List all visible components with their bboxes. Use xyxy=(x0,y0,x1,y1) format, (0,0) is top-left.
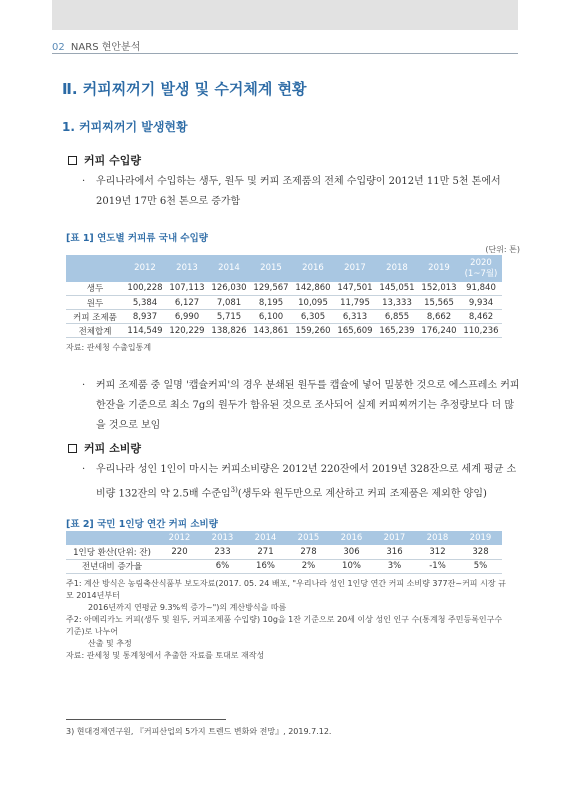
table2-year: 2016 xyxy=(330,531,373,545)
bullet-consumption-text xyxy=(82,460,522,504)
table2-header-row xyxy=(66,531,502,545)
table-row xyxy=(66,559,502,573)
table-cell: 165,609 xyxy=(334,324,376,338)
table2-source: 자료: 관세청 및 통계청에서 추출한 자료를 토대로 재작성 xyxy=(66,651,265,660)
bullet-capsule xyxy=(82,376,522,436)
subhead-consumption xyxy=(68,440,141,456)
table1-year: 2019 xyxy=(418,256,460,282)
table2-caption: [표 2] 국민 1인당 연간 커피 소비량 xyxy=(66,519,218,530)
row-label: 원두 xyxy=(66,296,124,310)
table-cell: 6,313 xyxy=(334,310,376,324)
page-number: 02 xyxy=(52,42,65,53)
table1-source: 자료: 관세청 수출입통계 xyxy=(66,343,152,352)
table-cell: 312 xyxy=(416,545,459,559)
running-header xyxy=(52,38,140,53)
table1-year: 2013 xyxy=(166,256,208,282)
dot-icon: · xyxy=(82,176,86,187)
subhead-import xyxy=(68,152,141,168)
table-cell: 11,795 xyxy=(334,296,376,310)
table-cell: 114,549 xyxy=(124,324,166,338)
row-label: 전체합계 xyxy=(66,324,124,338)
table-cell: 145,051 xyxy=(376,282,418,296)
bullet-import xyxy=(82,172,522,212)
dot-icon: · xyxy=(82,464,86,475)
table-cell: 306 xyxy=(330,545,373,559)
table2-year: 2014 xyxy=(244,531,287,545)
top-band xyxy=(52,0,518,30)
table-cell: 271 xyxy=(244,545,287,559)
table-cell: 5,715 xyxy=(208,310,250,324)
table2-year: 2019 xyxy=(459,531,502,545)
row-label: 전년대비 증가율 xyxy=(66,559,158,573)
table-cell: 107,113 xyxy=(166,282,208,296)
table-cell: 147,501 xyxy=(334,282,376,296)
footnote-ref: 3) xyxy=(230,486,238,494)
table1-year: 2012 xyxy=(124,256,166,282)
table-cell: 13,333 xyxy=(376,296,418,310)
year-2020-sub: (1~7월) xyxy=(464,268,498,279)
table2-year: 2015 xyxy=(287,531,330,545)
table-cell: 165,239 xyxy=(376,324,418,338)
table1-year: 2016 xyxy=(292,256,334,282)
table-cell: 159,260 xyxy=(292,324,334,338)
footnote-rule xyxy=(66,719,226,720)
table-cell: 110,236 xyxy=(460,324,502,338)
subhead-import-label: 커피 수입량 xyxy=(84,154,141,167)
table-cell: 6,305 xyxy=(292,310,334,324)
table1-caption: [표 1] 연도별 커피류 국내 수입량 xyxy=(66,233,208,244)
chapter-title: Ⅱ. 커피찌꺼기 발생 및 수거체계 현황 xyxy=(62,80,307,98)
table-cell: 91,840 xyxy=(460,282,502,296)
table-cell xyxy=(158,559,201,573)
table-cell: 176,240 xyxy=(418,324,460,338)
consumption-text-b: (생두와 원두만으로 계산하고 커피 조제품은 제외한 양임) xyxy=(237,488,487,500)
table-import-volume xyxy=(66,255,502,338)
table-cell: -1% xyxy=(416,559,459,573)
table-cell: 5,384 xyxy=(124,296,166,310)
table-cell: 15,565 xyxy=(418,296,460,310)
note2-line1: 주2: 아메리카노 커피(생두 및 원두, 커피조제품 수입량) 10g을 1잔 기준으로 20세 이상 성인 인구 수(통계청 주민등록인구수 기준)로 나누어 xyxy=(66,615,503,636)
table1-header-row xyxy=(66,256,502,282)
table-cell: 8,195 xyxy=(250,296,292,310)
bullet-capsule-text: 커피 조제품 중 일명 '캡슐커피'의 경우 분쇄된 원두를 캡슐에 넣어 밀봉한 것으로 에스프레소 커피 한잔을 기준으로 최소 7g의 원두가 함유된 것으로 조사되어 실제 커피찌꺼기는 추정량보다 더 많을 것으로 보임 xyxy=(96,380,520,431)
table-cell: 8,662 xyxy=(418,310,460,324)
table-cell: 220 xyxy=(158,545,201,559)
table1-year: 2017 xyxy=(334,256,376,282)
bullet-import-text: 우리나라에서 수입하는 생두, 원두 및 커피 조제품의 전체 수입량이 2012년 11만 5천 톤에서 2019년 17만 6천 톤으로 증가함 xyxy=(96,176,501,207)
table-cell: 100,228 xyxy=(124,282,166,296)
table-row xyxy=(66,310,502,324)
table-cell: 142,860 xyxy=(292,282,334,296)
table-cell: 6% xyxy=(201,559,244,573)
table-cell: 120,229 xyxy=(166,324,208,338)
table-cell: 8,462 xyxy=(460,310,502,324)
row-label: 커피 조제품 xyxy=(66,310,124,324)
table2-year: 2017 xyxy=(373,531,416,545)
table-row xyxy=(66,545,502,559)
footnote: 3) 현대경제연구원, 『커피산업의 5가지 트렌드 변화와 전망』, 2019.7.12. xyxy=(66,727,332,736)
table-cell: 129,567 xyxy=(250,282,292,296)
table-cell: 6,855 xyxy=(376,310,418,324)
table-cell: 316 xyxy=(373,545,416,559)
table1-unit: (단위: 톤) xyxy=(485,245,520,254)
table1-corner xyxy=(66,256,124,282)
row-label: 1인당 환산(단위: 잔) xyxy=(66,545,158,559)
table2-corner xyxy=(66,531,158,545)
table-cell: 233 xyxy=(201,545,244,559)
subhead-consumption-label: 커피 소비량 xyxy=(84,442,141,455)
table-cell: 6,990 xyxy=(166,310,208,324)
table-cell: 7,081 xyxy=(208,296,250,310)
table-cell: 16% xyxy=(244,559,287,573)
table-cell: 6,100 xyxy=(250,310,292,324)
table-cell: 8,937 xyxy=(124,310,166,324)
table1-year: 2014 xyxy=(208,256,250,282)
square-bullet-icon xyxy=(68,444,77,453)
note1-line1: 주1: 계산 방식은 농림축산식품부 보도자료(2017. 05. 24 배포, "우리나라 성인 1인당 연간 커피 소비량 377잔~커피 시장 규모 2014년부터 xyxy=(66,579,506,600)
table1-year-2020 xyxy=(460,256,502,282)
table-cell: 152,013 xyxy=(418,282,460,296)
table-cell: 278 xyxy=(287,545,330,559)
table-cell: 9,934 xyxy=(460,296,502,310)
consumption-text-a: 우리나라 성인 1인이 마시는 커피소비량은 2012년 220잔에서 2019년 328잔으로 세계 평균 소비량 132잔의 약 2.5배 수준임 xyxy=(96,464,517,500)
table-cell: 10% xyxy=(330,559,373,573)
note1-line2: 2016년까지 연평균 9.3%씩 증가~")의 계산방식을 따름 xyxy=(88,603,287,612)
dot-icon: · xyxy=(82,380,86,391)
table-row xyxy=(66,296,502,310)
table2-year: 2018 xyxy=(416,531,459,545)
square-bullet-icon xyxy=(68,156,77,165)
table2-year: 2012 xyxy=(158,531,201,545)
series-title: NARS 현안분석 xyxy=(70,42,141,53)
table2-notes xyxy=(66,578,506,662)
table-cell: 10,095 xyxy=(292,296,334,310)
table-cell: 3% xyxy=(373,559,416,573)
table-cell: 328 xyxy=(459,545,502,559)
table-consumption xyxy=(66,531,502,574)
table1-year: 2018 xyxy=(376,256,418,282)
table-row xyxy=(66,282,502,296)
table-cell: 6,127 xyxy=(166,296,208,310)
row-label: 생두 xyxy=(66,282,124,296)
table2-year: 2013 xyxy=(201,531,244,545)
table-cell: 126,030 xyxy=(208,282,250,296)
note2-line2: 산출 및 추정 xyxy=(88,639,132,648)
table-cell: 143,861 xyxy=(250,324,292,338)
table-cell: 138,826 xyxy=(208,324,250,338)
table1-year: 2015 xyxy=(250,256,292,282)
section-title: 1. 커피찌꺼기 발생현황 xyxy=(62,120,188,134)
table-row xyxy=(66,324,502,338)
table-cell: 5% xyxy=(459,559,502,573)
header-rule xyxy=(52,53,518,54)
bullet-consumption xyxy=(82,460,522,504)
table-cell: 2% xyxy=(287,559,330,573)
year-2020-label: 2020 xyxy=(470,257,492,268)
